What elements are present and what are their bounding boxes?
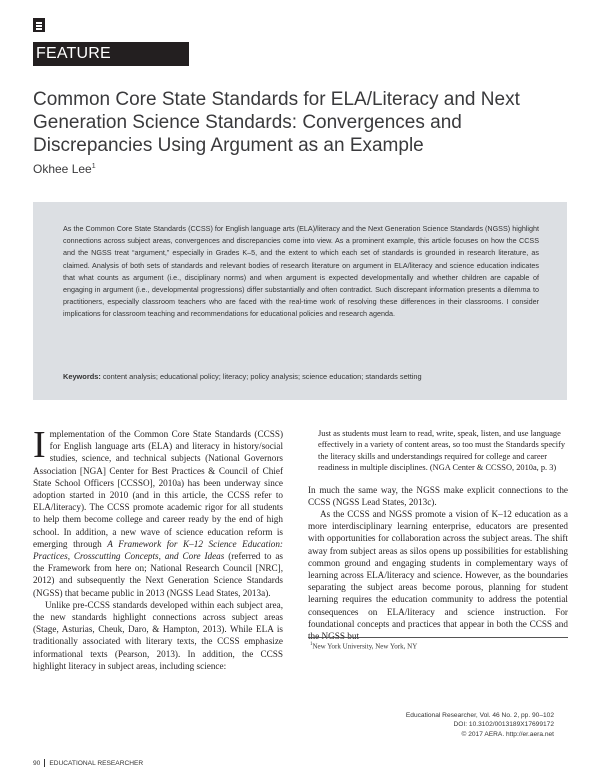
page-footer (33, 759, 143, 767)
page-number: 90 (33, 759, 41, 767)
author-line (33, 162, 96, 176)
author-name: Okhee Lee (33, 162, 92, 176)
body-column-left (33, 424, 283, 672)
body-paragraph: In much the same way, the NGSS make explicit connections to the CCSS (NGSS Lead States, 2013c). (308, 484, 568, 507)
body-paragraph: Unlike pre-CCSS standards developed within each subject area, the new standards highlight connections across subject areas (Stage, Asturias, Cheuk, Daro, & Hampton, 2013). While ELA is traditionally associated with literary texts, the CCSS emphasize informational texts (Pearson, 2013). In addition, the CCSS highlight literacy in subject areas, including science: (33, 599, 283, 671)
journal-doi: DOI: 10.3102/0013189X17699172 (453, 721, 554, 729)
keywords-label: Keywords: (63, 372, 101, 381)
keywords-line (63, 372, 422, 381)
footer-separator (44, 759, 45, 767)
author-note-marker: 1 (91, 163, 96, 170)
journal-citation: Educational Researcher, Vol. 46 No. 2, pp. 90–102 (405, 712, 554, 719)
journal-info (380, 711, 554, 739)
footnote-divider (308, 637, 568, 638)
section-label: FEATURE ARTICLES (33, 42, 189, 66)
body-paragraph (33, 424, 283, 599)
abstract-text: As the Common Core State Standards (CCSS) for English language arts (ELA)/literacy and the Next Generation Science Standards (NGSS) highlight connections across subject areas, convergences and discrepancies come into view. As a prominent example, this article focuses on how the CCSS and the NGSS treat “argument,” especially in Grades K–5, and the extent to which each set of standards is grounded in research literature, as claimed. Analysis of both sets of standards and relevant bodies of research literature on argument in ELA/literacy and science education indicates that what counts as argument (i.e., disciplinary norms) and when argument is expected developmentally and whether children are capable of engaging in argument (i.e., developmental progressions) differ substantially and often contradict. Such discrepant information presents a dilemma to practitioners, especially classroom teachers who are faced with the real-time work of resolving these differences in their classrooms. I consider implications for classroom teaching and recommendations for educational policies and research agenda. (63, 224, 539, 319)
abstract-box (33, 202, 567, 400)
framework-title: A Framework for K–12 Science Education: Practices, Crosscutting Concepts, and Core Ideas (33, 538, 283, 562)
section-header (33, 18, 189, 86)
body-paragraph: As the CCSS and NGSS promote a vision of K–12 education as a more interdisciplinary learning enterprise, educators are presented with opportunities for collaboration across the subject areas. The shift away from subject areas as silos opens up possibilities for establishing common ground and engaging students in complementary ways of learning across ELA/literacy and science. However, as the boundaries separating the subject areas become porous, planning for student learning requires the education community to address the potential consequences on ELA/literacy and science instruction. For foundational concepts and practices that appear in both the CCSS and the NGSS but (308, 509, 568, 642)
body-text: (referred to as the Framework from here on; National Research Council [NRC], 2012) and subsequently the Next Generation Science Standards (NGSS) that became public in 2013 (NGSS Lead States, 2013a). (33, 551, 283, 598)
keywords-list: content analysis; educational policy; literacy; policy analysis; science education; standards setting (102, 372, 422, 381)
journal-name: EDUCATIONAL RESEARCHER (49, 759, 144, 767)
body-column-right (308, 428, 568, 642)
footnote-marker: 1 (310, 642, 313, 647)
journal-copyright: © 2017 AERA. http://er.aera.net (461, 730, 554, 738)
block-quote: Just as students must learn to read, write, speak, listen, and use language effectively in a variety of content areas, so too must the Standards specify the literacy skills and understandings required for college and career readiness in multiple disciplines. (NGA Center & CCSSO, 2010a, p. 3) (318, 429, 566, 473)
footnote-text: New York University, New York, NY (312, 642, 418, 651)
document-icon (33, 18, 45, 32)
body-text: mplementation of the Common Core State Standards (CCSS) for English language arts (ELA) and literacy in history/social studies, science, and technical subjects (National Governors Association [NGA] Center for Best Practices & Council of Chief State School Officers [CCSSO], 2010a) has been underway since adoption started in 2010 (and in this article, the CCSS refer to ELA/literacy). The CCSS promote academic rigor for all students to help them become college and career ready by the end of high school. In addition, a new wave of science education reform is emerging through (33, 429, 283, 549)
footnote (310, 642, 417, 650)
article-title: Common Core State Standards for ELA/Literacy and Next Generation Science Standards: Convergences and Discrepancies Using Argument as an Example (33, 89, 520, 156)
drop-cap: I (33, 424, 46, 466)
